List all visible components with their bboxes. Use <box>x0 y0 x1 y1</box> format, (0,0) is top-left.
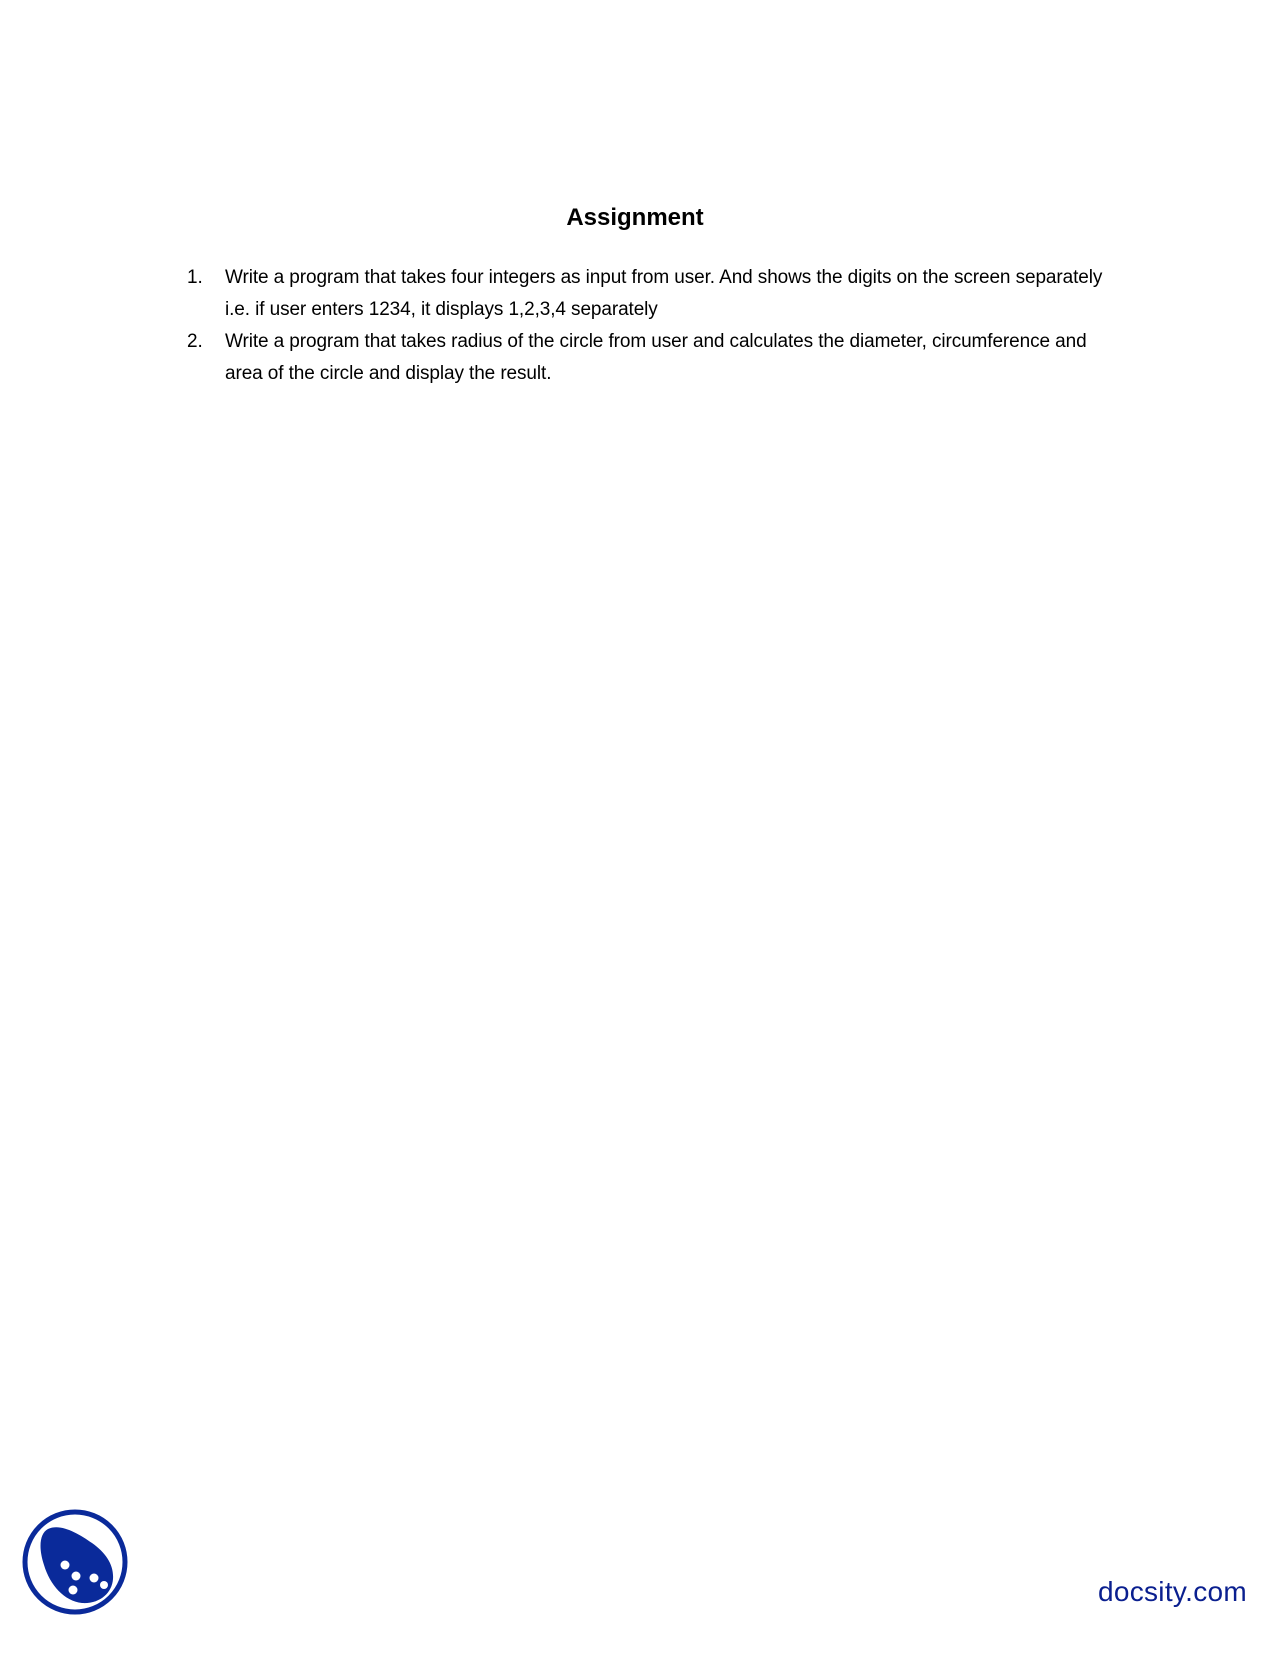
list-item <box>187 326 1127 390</box>
document-title: Assignment <box>566 204 704 231</box>
assignment-list <box>187 262 1127 390</box>
docsity-brand-text[interactable]: docsity.com <box>1097 1576 1247 1607</box>
list-item-text: Write a program that takes four integers as input from user. And shows the digits on the screen separately i.e. if user enters 1234, it displays 1,2,3,4 separately <box>225 267 1103 320</box>
list-item-number: 2. <box>187 331 203 352</box>
list-item <box>187 262 1127 326</box>
list-item-number: 1. <box>187 267 203 288</box>
list-item-text: Write a program that takes radius of the circle from user and calculates the diameter, circumference and area of the circle and display the result. <box>225 331 1087 384</box>
docsity-logo-icon <box>20 1507 130 1617</box>
